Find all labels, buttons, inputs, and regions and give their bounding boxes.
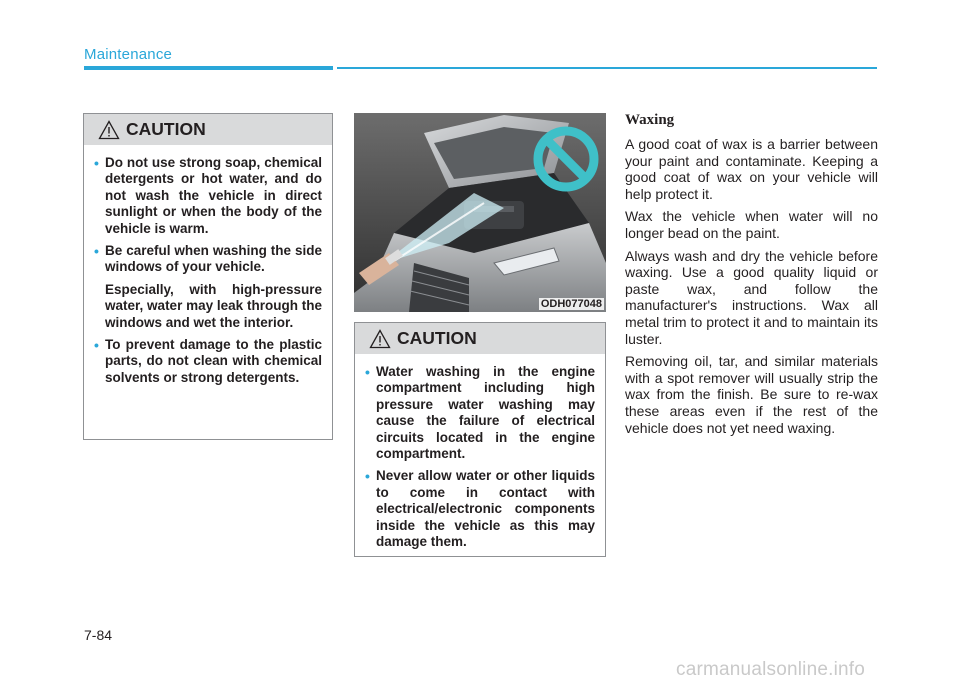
- waxing-section: [625, 112, 878, 442]
- section-title: Maintenance: [84, 46, 173, 63]
- caution-text: Water washing in the engine compartment including high pressure water washing may cause the failure of electrical circuits located in the engine compartment.: [376, 364, 595, 462]
- caution-item: [365, 468, 595, 550]
- car-hood-open-image: [354, 113, 606, 312]
- warning-triangle-icon: [369, 329, 391, 349]
- caution-box-engine: [354, 322, 606, 557]
- figure-code: ODH077048: [540, 298, 602, 310]
- waxing-paragraph: A good coat of wax is a barrier between your paint and contaminate. Keeping a good coat of wax on your vehicle will help protect it.: [625, 136, 878, 202]
- header-rule-thin: [337, 67, 877, 69]
- waxing-heading: Waxing: [625, 112, 675, 128]
- caution-text: Never allow water or other liquids to come in contact with electrical/electronic components inside the vehicle as this may damage them.: [376, 468, 595, 550]
- bullet-icon: •: [365, 364, 370, 380]
- caution-box-washing: [83, 113, 333, 440]
- bullet-icon: •: [94, 243, 99, 260]
- caution-list: [355, 354, 605, 550]
- caution-text: Be careful when washing the side windows of your vehicle.: [105, 243, 322, 275]
- waxing-paragraph: Wax the vehicle when water will no longer bead on the paint.: [625, 208, 878, 241]
- caution-item: [94, 243, 322, 331]
- bullet-icon: •: [94, 155, 99, 171]
- caution-title: CAUTION: [397, 328, 477, 348]
- caution-title: CAUTION: [126, 119, 206, 139]
- caution-list: [84, 145, 332, 386]
- caution-item: [94, 155, 322, 237]
- engine-wash-illustration: [354, 113, 606, 312]
- waxing-paragraph: Removing oil, tar, and similar materials with a spot remover will usually strip the wax from the finish. Be sure to re-wax these areas even if the rest of the vehicle does not yet need waxing.: [625, 353, 878, 436]
- caution-text: Especially, with high-pressure water, water may leak through the windows and wet the interior.: [105, 281, 322, 330]
- warning-triangle-icon: [98, 120, 120, 140]
- waxing-paragraph: Always wash and dry the vehicle before waxing. Use a good quality liquid or paste wax, and follow the manufacturer's instructions. Wax all metal trim to protect it and to maintain its luster.: [625, 247, 878, 347]
- bullet-icon: •: [94, 337, 99, 354]
- page-number: 7-84: [84, 627, 113, 643]
- caution-item: [365, 364, 595, 462]
- caution-header: [355, 323, 605, 354]
- caution-item: [94, 337, 322, 386]
- caution-header: [84, 114, 332, 145]
- header-rule-thick: [84, 66, 333, 70]
- bullet-icon: •: [365, 468, 370, 485]
- caution-text: To prevent damage to the plastic parts, do not clean with chemical solvents or strong detergents.: [105, 337, 322, 385]
- watermark[interactable]: carmanualsonline.info: [676, 659, 866, 680]
- caution-text: Do not use strong soap, chemical detergents or hot water, and do not wash the vehicle in direct sunlight or when the body of the vehicle is warm.: [105, 155, 322, 236]
